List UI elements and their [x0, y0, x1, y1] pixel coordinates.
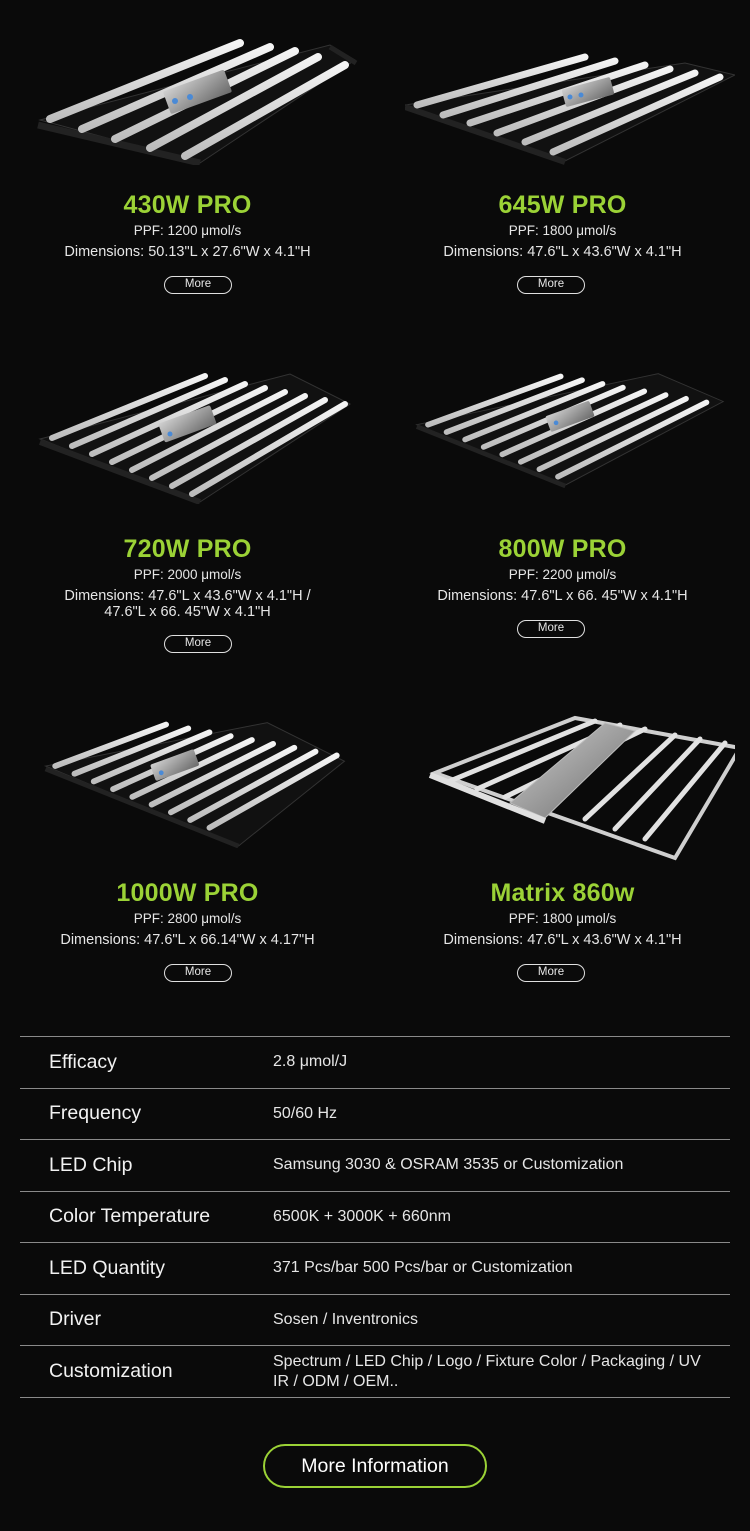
- led-grow-light-icon: [30, 35, 360, 165]
- more-button[interactable]: More: [164, 276, 232, 294]
- spec-key: Frequency: [49, 1102, 142, 1125]
- spec-value: 2.8 μmol/J: [273, 1053, 348, 1071]
- product-title: Matrix 860w: [490, 879, 635, 907]
- spec-row-frequency: [20, 1089, 730, 1141]
- product-dimensions: Dimensions: 47.6"L x 43.6"W x 4.1"H: [443, 244, 682, 260]
- product-ppf: PPF: 2800 μmol/s: [133, 911, 242, 926]
- spec-key: Customization: [49, 1360, 173, 1382]
- product-card: [375, 344, 750, 654]
- spec-value: Spectrum / LED Chip / Logo / Fixture Color / Packaging / UV IR / ODM / OEM..: [273, 1352, 701, 1390]
- product-title: 1000W PRO: [116, 879, 259, 907]
- spec-row-led-quantity: [20, 1243, 730, 1295]
- product-ppf: PPF: 2000 μmol/s: [133, 567, 242, 582]
- product-card: [375, 0, 750, 310]
- product-dimensions: Dimensions: 47.6"L x 43.6"W x 4.1"H / 47.6"L x 66. 45"W x 4.1"H: [64, 588, 311, 620]
- product-title: 800W PRO: [498, 535, 627, 563]
- spec-key: Efficacy: [49, 1050, 117, 1073]
- spec-key: LED Quantity: [49, 1256, 165, 1279]
- more-button[interactable]: More: [517, 620, 585, 638]
- product-card: [375, 688, 750, 998]
- led-grow-light-icon: [405, 35, 735, 165]
- spec-value: 371 Pcs/bar 500 Pcs/bar or Customization: [273, 1259, 573, 1277]
- more-button[interactable]: More: [517, 276, 585, 294]
- product-title: 645W PRO: [498, 191, 627, 219]
- spec-value: 6500K + 3000K + 660nm: [273, 1207, 451, 1225]
- product-card: [0, 0, 375, 310]
- product-dimensions: Dimensions: 50.13"L x 27.6"W x 4.1"H: [64, 244, 311, 260]
- product-dimensions: Dimensions: 47.6"L x 66. 45"W x 4.1"H: [437, 588, 688, 604]
- product-ppf: PPF: 1800 μmol/s: [508, 223, 617, 238]
- spec-row-customization: [20, 1346, 730, 1398]
- product-card: [0, 688, 375, 998]
- product-ppf: PPF: 1800 μmol/s: [508, 911, 617, 926]
- led-grow-light-icon: [30, 364, 360, 504]
- spec-key: LED Chip: [49, 1153, 133, 1176]
- product-card: [0, 344, 375, 654]
- spec-row-led-chip: [20, 1140, 730, 1192]
- product-dimensions: Dimensions: 47.6"L x 43.6"W x 4.1"H: [443, 932, 682, 948]
- led-grow-light-icon: [405, 369, 735, 499]
- product-title: 720W PRO: [123, 535, 252, 563]
- led-grow-light-icon: [30, 713, 360, 848]
- more-button[interactable]: More: [164, 635, 232, 653]
- product-title: 430W PRO: [123, 191, 252, 219]
- spec-value: 50/60 Hz: [273, 1104, 338, 1122]
- product-ppf: PPF: 2200 μmol/s: [508, 567, 617, 582]
- product-ppf: PPF: 1200 μmol/s: [133, 223, 242, 238]
- spec-table: [20, 1036, 730, 1398]
- more-button[interactable]: More: [517, 964, 585, 982]
- spec-row-driver: [20, 1295, 730, 1347]
- more-information-button[interactable]: More Information: [263, 1444, 487, 1488]
- spec-value: Sosen / Inventronics: [273, 1310, 418, 1328]
- spec-row-color-temperature: [20, 1192, 730, 1244]
- spec-key: Color Temperature: [49, 1205, 211, 1228]
- spec-key: Driver: [49, 1308, 101, 1331]
- spec-row-efficacy: [20, 1037, 730, 1089]
- spec-value: Samsung 3030 & OSRAM 3535 or Customization: [273, 1156, 624, 1174]
- more-button[interactable]: More: [164, 964, 232, 982]
- product-dimensions: Dimensions: 47.6"L x 66.14"W x 4.17"H: [60, 932, 315, 948]
- led-grow-light-silver-icon: [405, 713, 735, 863]
